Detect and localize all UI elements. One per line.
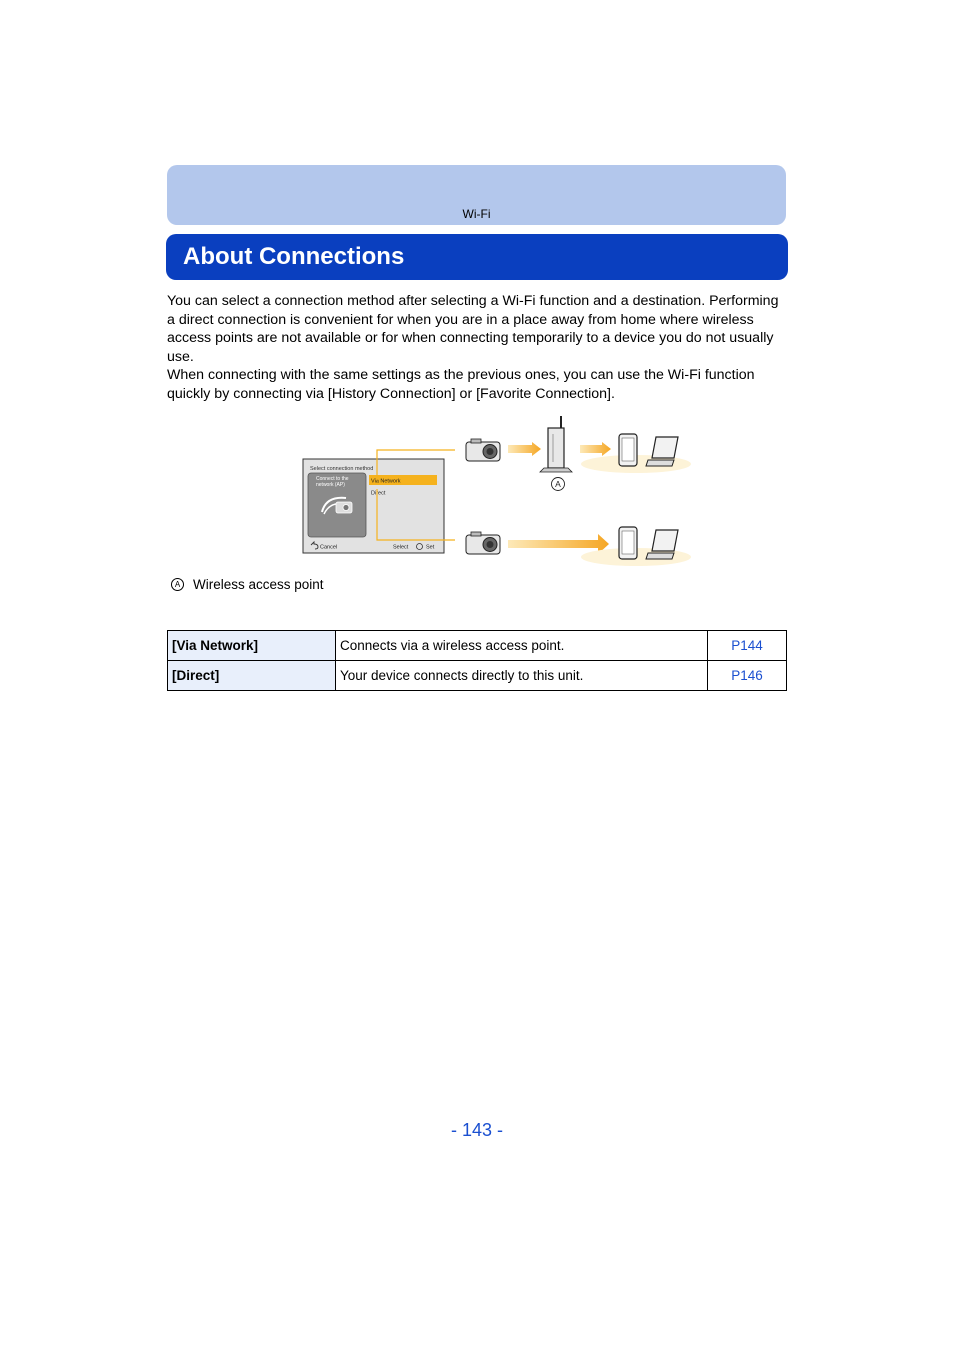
arrow-ap-to-devices: [580, 442, 611, 456]
laptop-icon: [646, 437, 678, 466]
camera-icon: [466, 439, 500, 461]
cancel-label: Cancel: [320, 544, 338, 551]
select-label: Select: [393, 544, 409, 551]
chapter-label: Wi-Fi: [462, 207, 491, 221]
page-title: About Connections: [183, 243, 405, 270]
legend-text: Wireless access point: [193, 577, 324, 592]
connection-methods-table: [167, 630, 787, 691]
legend-marker: A: [171, 578, 184, 591]
screen-caption-line1: Connect to the: [316, 476, 349, 482]
screen-title: Select connection method: [310, 466, 374, 472]
access-point-icon: [540, 416, 572, 472]
table-row: [168, 631, 787, 661]
set-label: Set: [426, 544, 435, 551]
row-description: Your device connects directly to this unit.: [336, 661, 708, 691]
section-title-bar: [166, 234, 788, 280]
diagram-legend: [171, 577, 324, 592]
intro-paragraph-2: When connecting with the same settings as the previous ones, you can use the Wi-Fi function quickly by connecting via [History Connection] or [Favorite Connection].: [167, 367, 755, 402]
marker-a-label: A: [555, 479, 561, 489]
intro-paragraph-1: You can select a connection method after selecting a Wi-Fi function and a destination. Performing a direct connection is convenient for when you are in a place away from home where wireless access points are not available or for when connecting temporarily to a device you do not usually use.: [167, 293, 779, 365]
page-number: - 143 -: [450, 1120, 504, 1140]
arrow-camera-to-devices: [508, 534, 609, 554]
chapter-band: [167, 165, 786, 225]
row-description: Connects via a wireless access point.: [336, 631, 708, 661]
connection-diagram: [296, 414, 696, 574]
intro-text: [167, 292, 787, 404]
camera-screen: [303, 459, 444, 553]
smartphone-icon: [619, 434, 637, 466]
circled-a-marker: [552, 478, 565, 491]
option-via-network[interactable]: Via Network: [371, 478, 401, 485]
page-reference-link[interactable]: P146: [708, 661, 787, 691]
smartphone-icon-direct: [619, 527, 637, 559]
option-direct[interactable]: Direct: [371, 490, 386, 497]
page-reference-link[interactable]: P144: [708, 631, 787, 661]
laptop-icon-direct: [646, 530, 678, 559]
screen-caption-line2: network (AP): [316, 482, 345, 488]
row-term: [Direct]: [168, 661, 336, 691]
table-row: [168, 661, 787, 691]
camera-icon-direct: [466, 532, 500, 554]
row-term: [Via Network]: [168, 631, 336, 661]
arrow-camera-to-ap: [508, 442, 541, 456]
